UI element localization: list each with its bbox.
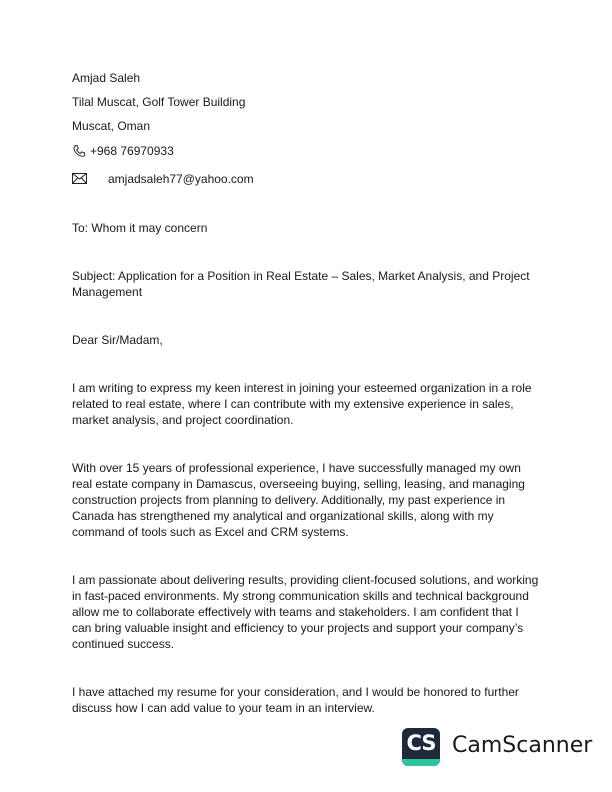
camscanner-brand: CamScanner bbox=[452, 733, 593, 758]
sender-email: amjadsaleh77@yahoo.com bbox=[108, 172, 254, 186]
recipient: To: Whom it may concern bbox=[72, 221, 208, 235]
logo-accent-bar bbox=[402, 759, 440, 766]
paragraph-closing: I have attached my resume for your consideration, and I would be honored to further discuss how I can add value to your team in an interview. bbox=[72, 685, 519, 715]
phone-icon bbox=[72, 144, 87, 159]
salutation: Dear Sir/Madam, bbox=[72, 333, 163, 347]
sender-name: Amjad Saleh bbox=[72, 71, 141, 85]
logo-text: CS bbox=[406, 731, 436, 755]
sender-address-line1: Tilal Muscat, Golf Tower Building bbox=[72, 95, 246, 109]
sender-phone: +968 76970933 bbox=[90, 144, 174, 158]
subject-line2: Management bbox=[72, 285, 143, 299]
subject-line1: Subject: Application for a Position in Real Estate – Sales, Market Analysis, and Project bbox=[72, 269, 530, 283]
sender-address-line2: Muscat, Oman bbox=[72, 119, 151, 133]
paragraph-skills: I am passionate about delivering results, providing client-focused solutions, and working in fast-paced environments. My strong communication skills and technical background allow me to collaborate effectively with teams and stakeholders. I am confident that I can bring valuable insight and efficiency to your projects and support your company’s continued success. bbox=[72, 573, 539, 651]
camscanner-logo bbox=[402, 728, 440, 766]
paragraph-experience: With over 15 years of professional experience, I have successfully managed my own real estate company in Damascus, overseeing buying, selling, leasing, and managing construction projects from planning to delivery. Additionally, my past experience in Canada has strengthened my analytical and organizational skills, along with my command of tools such as Excel and CRM systems. bbox=[72, 461, 525, 539]
paragraph-intro: I am writing to express my keen interest in joining your esteemed organization in a role related to real estate, where I can contribute with my extensive experience in sales, market analysis, and project coordination. bbox=[72, 381, 532, 427]
envelope-icon bbox=[72, 173, 87, 184]
